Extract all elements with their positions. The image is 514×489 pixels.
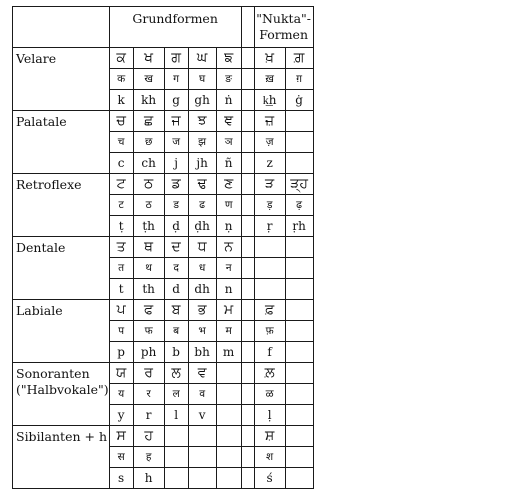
- base-form-cell: ਥ: [133, 237, 164, 258]
- base-form-cell: ण: [216, 195, 241, 216]
- nukta-form-cell: ੜ੍ਹ: [285, 174, 313, 195]
- nukta-form-cell: ਫ਼: [254, 300, 285, 321]
- base-form-cell: gh: [188, 90, 216, 111]
- nukta-form-cell: ढ़: [285, 195, 313, 216]
- nukta-form-cell: ड़: [254, 195, 285, 216]
- nukta-form-cell: f: [254, 342, 285, 363]
- base-form-cell: ल: [164, 384, 188, 405]
- base-form-cell: th: [133, 279, 164, 300]
- base-form-cell: ਖ: [133, 48, 164, 69]
- base-form-cell: व: [188, 384, 216, 405]
- base-form-cell: c: [109, 153, 133, 174]
- base-form-cell: [188, 468, 216, 489]
- base-form-cell: झ: [188, 132, 216, 153]
- spacer-cell: [241, 153, 254, 174]
- base-form-cell: ਸ: [109, 426, 133, 447]
- spacer-cell: [241, 195, 254, 216]
- table-row: [13, 363, 314, 384]
- consonant-table-body: [13, 7, 314, 489]
- base-form-cell: म: [216, 321, 241, 342]
- nukta-form-cell: [254, 237, 285, 258]
- spacer-cell: [241, 111, 254, 132]
- base-form-cell: स: [109, 447, 133, 468]
- base-form-cell: ḍh: [188, 216, 216, 237]
- base-form-cell: jh: [188, 153, 216, 174]
- base-form-cell: ਛ: [133, 111, 164, 132]
- nukta-form-cell: ṛ: [254, 216, 285, 237]
- spacer-cell: [241, 237, 254, 258]
- base-form-cell: ch: [133, 153, 164, 174]
- base-form-cell: r: [133, 405, 164, 426]
- base-form-cell: d: [164, 279, 188, 300]
- base-form-cell: [216, 405, 241, 426]
- nukta-form-cell: [285, 384, 313, 405]
- spacer-cell: [241, 468, 254, 489]
- group-label-line: Velare: [16, 51, 57, 66]
- base-form-cell: v: [188, 405, 216, 426]
- nukta-form-cell: [285, 132, 313, 153]
- base-form-cell: ਭ: [188, 300, 216, 321]
- base-form-cell: ढ: [188, 195, 216, 216]
- base-form-cell: j: [164, 153, 188, 174]
- spacer-cell: [241, 342, 254, 363]
- base-form-cell: ਙ: [216, 48, 241, 69]
- base-form-cell: m: [216, 342, 241, 363]
- base-form-cell: kh: [133, 90, 164, 111]
- nukta-form-cell: ġ: [285, 90, 313, 111]
- nukta-form-cell: [285, 279, 313, 300]
- header-corner-cell: [13, 7, 110, 48]
- nukta-form-cell: ਖ਼: [254, 48, 285, 69]
- base-form-cell: [164, 447, 188, 468]
- nukta-form-cell: ś: [254, 468, 285, 489]
- base-form-cell: ਡ: [164, 174, 188, 195]
- base-form-cell: ਫ: [133, 300, 164, 321]
- table-row: [13, 174, 314, 195]
- nukta-form-cell: [254, 258, 285, 279]
- base-form-cell: छ: [133, 132, 164, 153]
- group-label-cell: [13, 48, 110, 111]
- base-form-cell: g: [164, 90, 188, 111]
- table-row: [13, 300, 314, 321]
- base-form-cell: ज: [164, 132, 188, 153]
- base-form-cell: न: [216, 258, 241, 279]
- base-form-cell: ਯ: [109, 363, 133, 384]
- base-form-cell: प: [109, 321, 133, 342]
- nukta-form-cell: ਗ਼: [285, 48, 313, 69]
- base-form-cell: ṇ: [216, 216, 241, 237]
- nukta-form-cell: [285, 321, 313, 342]
- base-form-cell: [216, 384, 241, 405]
- nukta-form-cell: ṛh: [285, 216, 313, 237]
- base-form-cell: ञ: [216, 132, 241, 153]
- group-label-line: Dentale: [16, 240, 66, 255]
- base-form-cell: [216, 363, 241, 384]
- base-form-cell: [188, 426, 216, 447]
- base-form-cell: त: [109, 258, 133, 279]
- base-form-cell: भ: [188, 321, 216, 342]
- spacer-cell: [241, 258, 254, 279]
- nukta-form-cell: ḷ: [254, 405, 285, 426]
- group-label-line: Retroflexe: [16, 177, 82, 192]
- nukta-form-cell: फ़: [254, 321, 285, 342]
- nukta-form-cell: ख़: [254, 69, 285, 90]
- base-form-cell: [164, 426, 188, 447]
- header-nukta-line2: Formen: [259, 27, 309, 42]
- base-form-cell: य: [109, 384, 133, 405]
- table-row: [13, 111, 314, 132]
- spacer-cell: [241, 384, 254, 405]
- base-form-cell: dh: [188, 279, 216, 300]
- spacer-cell: [241, 447, 254, 468]
- table-row: [13, 237, 314, 258]
- nukta-form-cell: [285, 258, 313, 279]
- base-form-cell: ਠ: [133, 174, 164, 195]
- spacer-cell: [241, 363, 254, 384]
- base-form-cell: क: [109, 69, 133, 90]
- nukta-form-cell: k͟h: [254, 90, 285, 111]
- spacer-cell: [241, 279, 254, 300]
- nukta-form-cell: [285, 363, 313, 384]
- base-form-cell: b: [164, 342, 188, 363]
- nukta-form-cell: [285, 153, 313, 174]
- header-nukta-formen: [254, 7, 313, 48]
- base-form-cell: [216, 447, 241, 468]
- base-form-cell: ਝ: [188, 111, 216, 132]
- base-form-cell: ਨ: [216, 237, 241, 258]
- base-form-cell: ਘ: [188, 48, 216, 69]
- header-grundformen: Grundformen: [109, 7, 241, 48]
- group-label-line: Sibilanten + h: [16, 429, 108, 444]
- group-label-line: Palatale: [16, 114, 67, 129]
- base-form-cell: ḍ: [164, 216, 188, 237]
- header-nukta-line1: "Nukta"-: [256, 11, 311, 27]
- base-form-cell: ड: [164, 195, 188, 216]
- base-form-cell: [216, 468, 241, 489]
- base-form-cell: र: [133, 384, 164, 405]
- base-form-cell: ਲ: [164, 363, 188, 384]
- nukta-form-cell: [285, 300, 313, 321]
- base-form-cell: ह: [133, 447, 164, 468]
- spacer-cell: [241, 405, 254, 426]
- spacer-cell: [241, 69, 254, 90]
- base-form-cell: घ: [188, 69, 216, 90]
- nukta-form-cell: z: [254, 153, 285, 174]
- header-row: [13, 7, 314, 48]
- base-form-cell: ਰ: [133, 363, 164, 384]
- base-form-cell: ph: [133, 342, 164, 363]
- group-label-cell: [13, 237, 110, 300]
- base-form-cell: ब: [164, 321, 188, 342]
- base-form-cell: [216, 426, 241, 447]
- base-form-cell: ਦ: [164, 237, 188, 258]
- base-form-cell: ਜ: [164, 111, 188, 132]
- nukta-form-cell: ਜ਼: [254, 111, 285, 132]
- base-form-cell: ਚ: [109, 111, 133, 132]
- base-form-cell: ਹ: [133, 426, 164, 447]
- group-label-cell: [13, 363, 110, 426]
- base-form-cell: ਤ: [109, 237, 133, 258]
- group-label-line: Sonoranten: [16, 366, 90, 381]
- nukta-form-cell: ਸ਼: [254, 426, 285, 447]
- nukta-form-cell: [285, 342, 313, 363]
- group-label-cell: [13, 426, 110, 489]
- base-form-cell: bh: [188, 342, 216, 363]
- base-form-cell: ਬ: [164, 300, 188, 321]
- spacer-cell: [241, 48, 254, 69]
- base-form-cell: t: [109, 279, 133, 300]
- nukta-form-cell: श: [254, 447, 285, 468]
- spacer-cell: [241, 174, 254, 195]
- base-form-cell: ट: [109, 195, 133, 216]
- base-form-cell: [188, 447, 216, 468]
- base-form-cell: थ: [133, 258, 164, 279]
- base-form-cell: फ: [133, 321, 164, 342]
- base-form-cell: ਕ: [109, 48, 133, 69]
- group-label-line: Labiale: [16, 303, 63, 318]
- table-row: [13, 48, 314, 69]
- consonant-table: [12, 6, 314, 489]
- nukta-form-cell: [285, 447, 313, 468]
- spacer-cell: [241, 132, 254, 153]
- base-form-cell: y: [109, 405, 133, 426]
- base-form-cell: ṭh: [133, 216, 164, 237]
- nukta-form-cell: ਲ਼: [254, 363, 285, 384]
- base-form-cell: p: [109, 342, 133, 363]
- nukta-form-cell: [285, 237, 313, 258]
- base-form-cell: द: [164, 258, 188, 279]
- base-form-cell: ग: [164, 69, 188, 90]
- nukta-form-cell: [285, 405, 313, 426]
- base-form-cell: ਢ: [188, 174, 216, 195]
- group-label-line: ("Halbvokale"): [16, 381, 109, 397]
- group-label-cell: [13, 111, 110, 174]
- base-form-cell: च: [109, 132, 133, 153]
- base-form-cell: ਵ: [188, 363, 216, 384]
- spacer-cell: [241, 216, 254, 237]
- base-form-cell: ਣ: [216, 174, 241, 195]
- base-form-cell: ਟ: [109, 174, 133, 195]
- base-form-cell: l: [164, 405, 188, 426]
- header-spacer-cell: [241, 7, 254, 48]
- spacer-cell: [241, 300, 254, 321]
- base-form-cell: ठ: [133, 195, 164, 216]
- base-form-cell: ङ: [216, 69, 241, 90]
- base-form-cell: ਧ: [188, 237, 216, 258]
- spacer-cell: [241, 426, 254, 447]
- base-form-cell: ṭ: [109, 216, 133, 237]
- nukta-form-cell: ज़: [254, 132, 285, 153]
- nukta-form-cell: [285, 468, 313, 489]
- nukta-form-cell: [285, 111, 313, 132]
- base-form-cell: [164, 468, 188, 489]
- base-form-cell: ਞ: [216, 111, 241, 132]
- group-label-cell: [13, 300, 110, 363]
- spacer-cell: [241, 90, 254, 111]
- nukta-form-cell: ळ: [254, 384, 285, 405]
- base-form-cell: h: [133, 468, 164, 489]
- base-form-cell: s: [109, 468, 133, 489]
- base-form-cell: ਮ: [216, 300, 241, 321]
- nukta-form-cell: ग़: [285, 69, 313, 90]
- group-label-cell: [13, 174, 110, 237]
- base-form-cell: ख: [133, 69, 164, 90]
- base-form-cell: ਗ: [164, 48, 188, 69]
- base-form-cell: k: [109, 90, 133, 111]
- nukta-form-cell: [254, 279, 285, 300]
- base-form-cell: ध: [188, 258, 216, 279]
- nukta-form-cell: [285, 426, 313, 447]
- base-form-cell: ṅ: [216, 90, 241, 111]
- nukta-form-cell: ੜ: [254, 174, 285, 195]
- base-form-cell: ਪ: [109, 300, 133, 321]
- base-form-cell: ñ: [216, 153, 241, 174]
- table-row: [13, 426, 314, 447]
- spacer-cell: [241, 321, 254, 342]
- base-form-cell: n: [216, 279, 241, 300]
